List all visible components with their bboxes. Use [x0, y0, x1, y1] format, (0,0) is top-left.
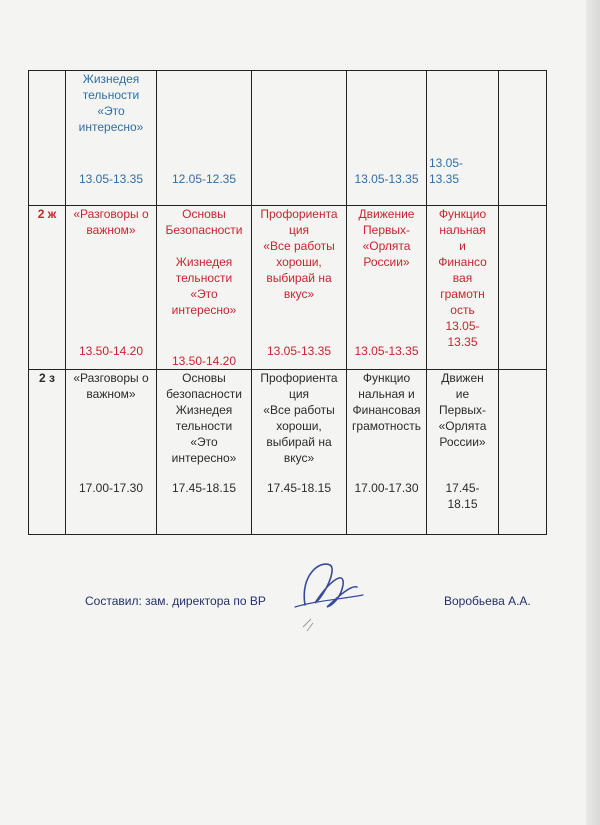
schedule-cell: [252, 206, 347, 370]
cell-time: 13.05-13.35: [354, 172, 419, 186]
cell-time: 13.05-13.35: [78, 172, 144, 186]
schedule-cell: [66, 370, 157, 535]
cell-time: 17.00-17.30: [354, 481, 419, 495]
cell-subject: Профориента ция «Все работы хороши, выбирай на вкус»: [260, 371, 338, 465]
cell-time: 17.45- 18.15: [445, 481, 480, 511]
schedule-cell: [499, 206, 547, 370]
cell-time: 13.05- 13.35: [445, 319, 480, 349]
schedule-cell: [427, 71, 499, 206]
cell-subject: Профориента ция «Все работы хороши, выбирай на вкус»: [260, 207, 338, 301]
table-row: [29, 206, 547, 370]
schedule-cell: [347, 206, 427, 370]
cell-subject: «Разговоры о важном»: [73, 371, 149, 401]
schedule-cell: [499, 370, 547, 535]
schedule-cell: [427, 370, 499, 535]
schedule-cell: [347, 71, 427, 206]
schedule-cell: [66, 71, 157, 206]
cell-time: 13.05-13.35: [354, 344, 419, 358]
schedule-cell: [157, 71, 252, 206]
cell-time: 13.05-13.35: [266, 344, 332, 358]
schedule-cell: [347, 370, 427, 535]
page-edge: [586, 0, 600, 825]
class-label: 2 з: [29, 370, 66, 535]
cell-time: 13.50-14.20: [171, 354, 237, 368]
schedule-table: [28, 70, 547, 535]
cell-time: 13.50-14.20: [78, 344, 144, 358]
cell-time: 13.05- 13.35: [429, 156, 464, 186]
author-name: Воробьева А.А.: [444, 594, 531, 608]
signature-icon: [285, 545, 365, 645]
class-label: 2 ж: [29, 206, 66, 370]
compiled-by-text: Составил: зам. директора по ВР: [85, 594, 266, 608]
schedule-cell: [252, 370, 347, 535]
table-row: [29, 71, 547, 206]
schedule-cell: [427, 206, 499, 370]
schedule-cell: [157, 370, 252, 535]
schedule-cell: [499, 71, 547, 206]
cell-time: 12.05-12.35: [171, 172, 237, 186]
cell-time: 17.45-18.15: [171, 481, 237, 495]
cell-time: 17.45-18.15: [266, 481, 332, 495]
cell-subject: Основы безопасности Жизнедея тельности «Это интересно»: [166, 371, 242, 465]
cell-time: 17.00-17.30: [78, 481, 144, 495]
cell-subject: Функцио нальная и Финансовая грамотность: [352, 371, 421, 433]
class-label: [29, 71, 66, 206]
cell-subject: Жизнедея тельности «Это интересно»: [78, 72, 144, 134]
cell-subject: Функцио нальная и Финансо вая грамотн ость: [438, 207, 487, 317]
cell-subject: Движен ие Первых- «Орлята России»: [438, 371, 487, 449]
cell-subject: Основы Безопасности Жизнедея тельности «Это интересно»: [165, 207, 243, 317]
cell-subject: «Разговоры о важном»: [73, 207, 149, 237]
schedule-cell: [66, 206, 157, 370]
schedule-cell: [252, 71, 347, 206]
table-row: [29, 370, 547, 535]
cell-subject: Движение Первых- «Орлята России»: [358, 207, 415, 269]
schedule-cell: [157, 206, 252, 370]
